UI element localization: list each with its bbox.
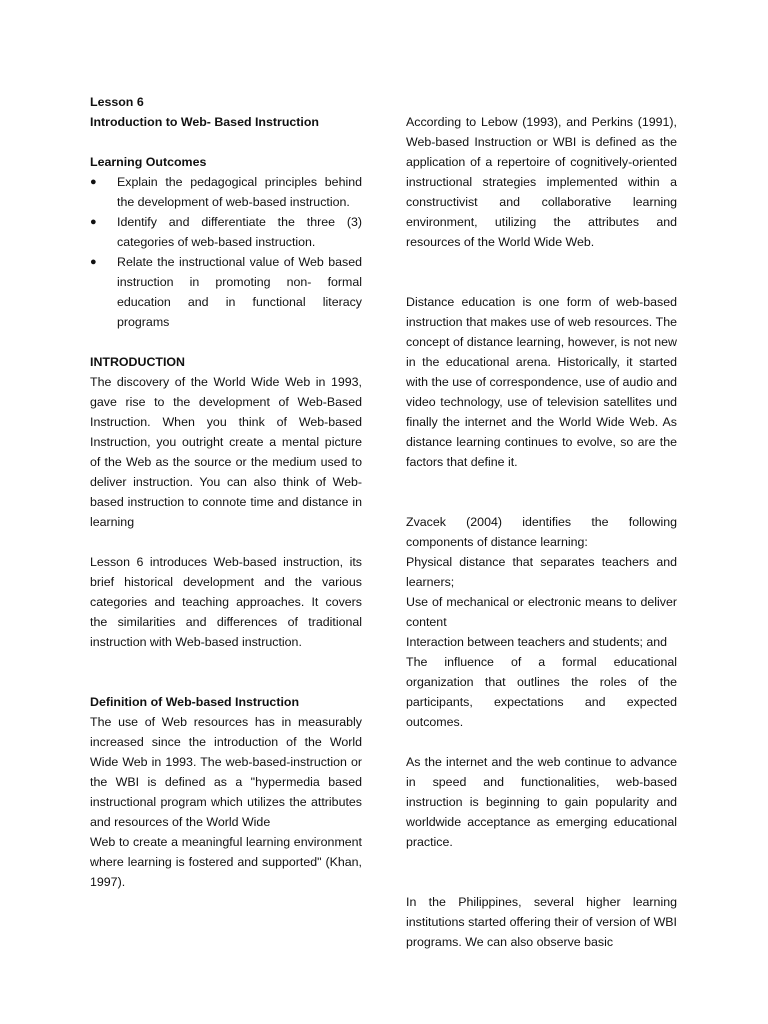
component-item: Use of mechanical or electronic means to deliver content <box>406 595 677 629</box>
intro-heading: INTRODUCTION <box>90 355 185 369</box>
body-paragraph: Distance education is one form of web-based instruction that makes use of web resources. The concept of distance learning, however, is not new in the educational arena. Historically, it started with the use of correspondence, use of audio and video technology, use of television satellites und finally the internet and the World Wide Web. As distance learning continues to evolve, so are the factors that define it. <box>406 295 677 469</box>
bullet-icon: ● <box>90 216 97 228</box>
definition-paragraph: Web to create a meaningful learning environment where learning is fostered and supported" (Khan, 1997). <box>90 835 362 889</box>
outcomes-list <box>90 172 362 332</box>
list-item: ● Identify and differentiate the three (3) categories of web-based instruction. <box>90 212 362 252</box>
body-paragraph: In the Philippines, several higher learning institutions started offering their of version of WBI programs. We can also observe basic <box>406 895 677 949</box>
left-column <box>90 92 362 892</box>
lesson-number: Lesson 6 <box>90 95 144 109</box>
intro-paragraph: Lesson 6 introduces Web-based instruction, its brief historical development and the various categories and teaching approaches. It covers the similarities and differences of traditional instruction with Web-based instruction. <box>90 555 362 649</box>
outcomes-heading: Learning Outcomes <box>90 155 207 169</box>
list-item: ● Relate the instructional value of Web based instruction in promoting non- formal education and in functional literacy programs <box>90 252 362 332</box>
right-column <box>406 112 677 952</box>
lesson-title: Introduction to Web- Based Instruction <box>90 115 319 129</box>
bullet-icon: ● <box>90 176 97 188</box>
intro-paragraph: The discovery of the World Wide Web in 1993, gave rise to the development of Web-Based Instruction. When you think of Web-based Instruction, you outright create a mental picture of the Web as the source or the medium used to deliver instruction. You can also think of Web-based instruction to connote time and distance in learning <box>90 375 362 529</box>
definition-paragraph: The use of Web resources has in measurably increased since the introduction of the World Wide Web in 1993. The web-based-instruction or the WBI is defined as a "hypermedia based instructional program which utilizes the attributes and resources of the World Wide <box>90 715 362 829</box>
definition-heading: Definition of Web-based Instruction <box>90 695 300 709</box>
body-paragraph: According to Lebow (1993), and Perkins (1991), Web-based Instruction or WBI is defined as the application of a repertoire of cognitively-oriented instructional strategies implemented within a constructivist and collaborative learning environment, utilizing the attributes and resources of the World Wide Web. <box>406 115 677 249</box>
component-item: The influence of a formal educational organization that outlines the roles of the participants, expectations and expected outcomes. <box>406 655 677 729</box>
component-item: Physical distance that separates teachers and learners; <box>406 555 677 589</box>
bullet-icon: ● <box>90 256 97 268</box>
body-paragraph: As the internet and the web continue to advance in speed and functionalities, web-based instruction is beginning to gain popularity and worldwide acceptance as emerging educational practice. <box>406 755 677 849</box>
list-item: ● Explain the pedagogical principles behind the development of web-based instruction. <box>90 172 362 212</box>
component-item: Interaction between teachers and students; and <box>406 635 668 649</box>
body-paragraph: Zvacek (2004) identifies the following components of distance learning: <box>406 515 677 549</box>
